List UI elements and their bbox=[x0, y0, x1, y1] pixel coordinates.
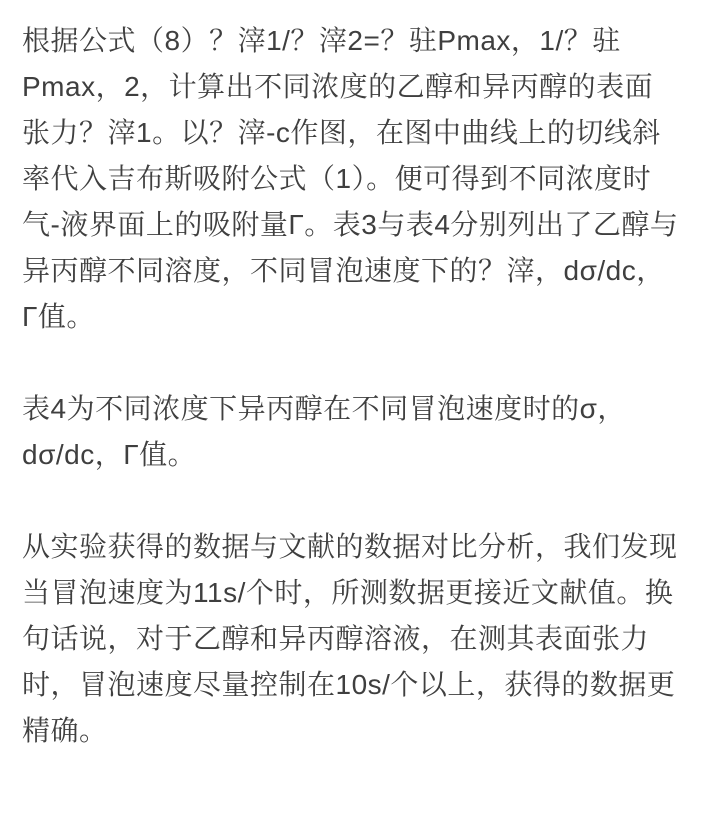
paragraph-1: 根据公式（8）？滓1/？滓2=？驻Pmax，1/？驻Pmax，2，计算出不同浓度的乙醇和异丙醇的表面张力？滓1。以？滓-c作图，在图中曲线上的切线斜率代入吉布斯吸附公式（1）。便可得到不同浓度时气-液界面上的吸附量Γ。表3与表4分别列出了乙醇与异丙醇不同溶度，不同冒泡速度下的？滓，dσ/dc，Γ值。 bbox=[22, 25, 679, 332]
paragraph-2: 表4为不同浓度下异丙醇在不同冒泡速度时的σ，dσ/dc，Γ值。 bbox=[22, 393, 626, 470]
paragraph-3: 从实验获得的数据与文献的数据对比分析，我们发现当冒泡速度为11s/个时，所测数据更接近文献值。换句话说，对于乙醇和异丙醇溶液，在测其表面张力时，冒泡速度尽量控制在10s/个以上，获得的数据更精确。 bbox=[22, 531, 678, 746]
